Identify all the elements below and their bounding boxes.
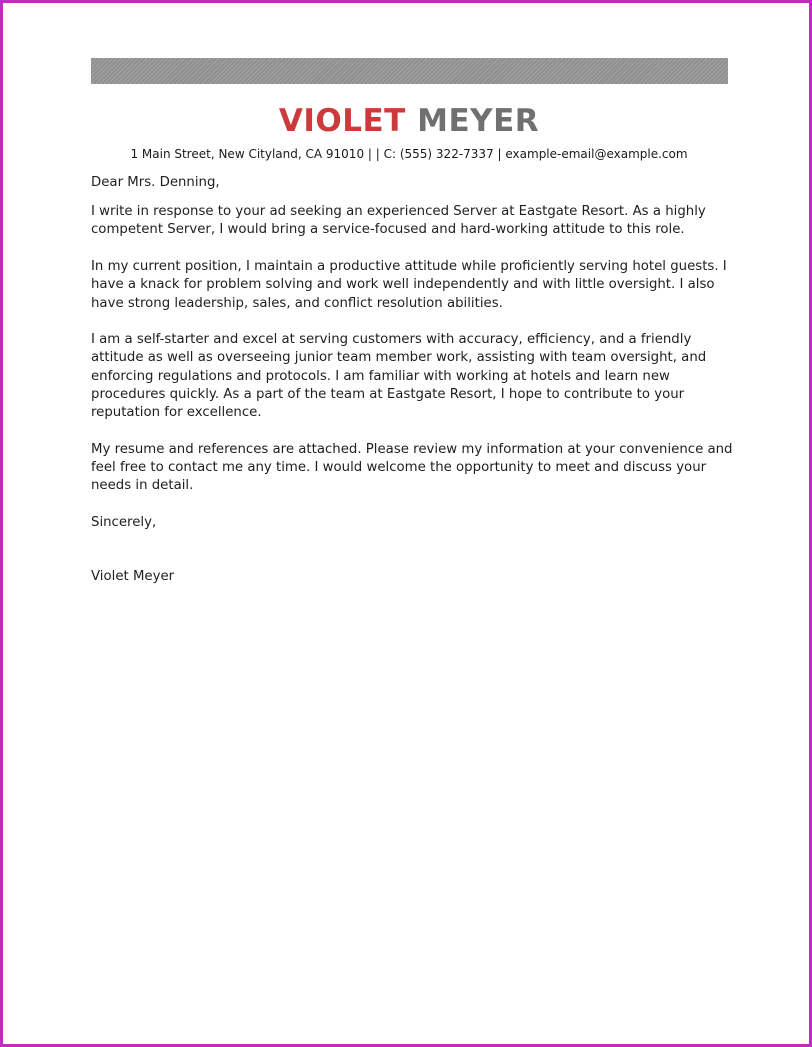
closing: Sincerely,: [91, 514, 157, 530]
paragraph-4: My resume and references are attached. Please review my information at your convenience and feel free to contact me any time. I would welcome the opportunity to meet and discuss your needs in detail.: [91, 441, 733, 494]
first-name: VIOLET: [278, 103, 406, 139]
applicant-name: [3, 99, 812, 143]
paragraph-3: I am a self-starter and excel at serving customers with accuracy, efficiency, and a friendly attitude as well as overseeing junior team member work, assisting with team oversight, and enforcing regulations and protocols. I am familiar with working at hotels and learn new procedures quickly. As a part of the team at Eastgate Resort, I hope to contribute to your reputation for excellence.: [91, 332, 707, 421]
letter-body: [91, 174, 741, 586]
header-bar: [91, 58, 728, 84]
paragraph-2: In my current position, I maintain a productive attitude while proficiently serving hotel guests. I have a knack for problem solving and work well independently and with little oversight. I also have strong leadership, sales, and conflict resolution abilities.: [91, 259, 727, 311]
salutation: Dear Mrs. Denning,: [91, 175, 220, 190]
signature: Violet Meyer: [91, 569, 175, 585]
last-name: MEYER: [417, 103, 540, 139]
contact-line: 1 Main Street, New Cityland, CA 91010 | | C: (555) 322-7337 | example-email@example.com: [130, 147, 688, 161]
paragraph-1: I write in response to your ad seeking an experienced Server at Eastgate Resort. As a highly competent Server, I would bring a service-focused and hard-working attitude to this role.: [91, 204, 706, 238]
